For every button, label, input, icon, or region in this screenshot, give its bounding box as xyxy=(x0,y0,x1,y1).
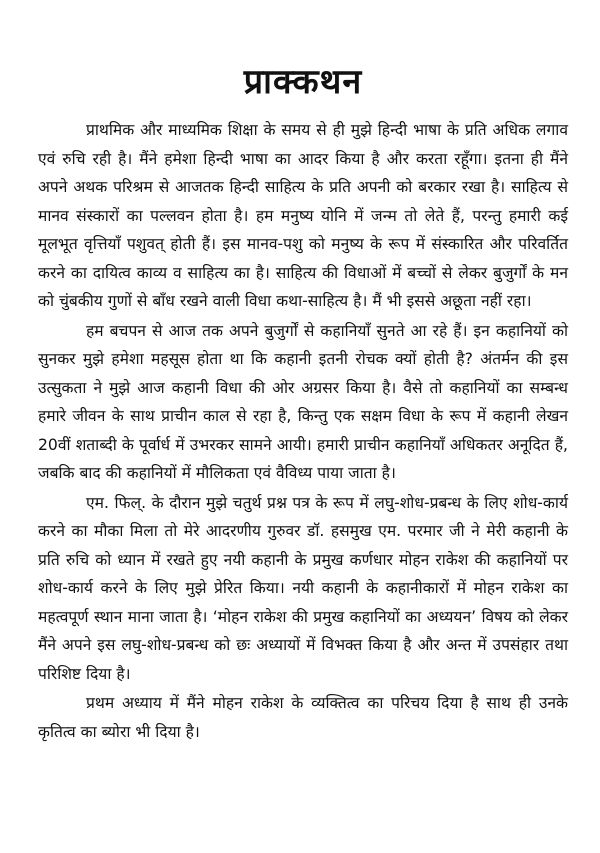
paragraph-3: एम. फिल्. के दौरान मुझे चतुर्थ प्रश्न पत्र के रूप में लघु-शोध-प्रबन्ध के लिए शोध-कार्य करने का मौका मिला तो मेरे आदरणीय गुरुवर डॉ. हसमुख एम. परमार जी ने मेरी कहानी के प्रति रुचि को ध्यान में रखते हुए नयी कहानी के प्रमुख कर्णधार मोहन राकेश की कहानियों पर शोध-कार्य करने के लिए मुझे प्रेरित किया। नयी कहानी के कहानीकारों में मोहन राकेश का महत्वपूर्ण स्थान माना जाता है। ‘मोहन राकेश की प्रमुख कहानियों का अध्ययन’ विषय को लेकर मैंने अपने इस लघु-शोध-प्रबन्ध को छः अध्यायों में विभक्त किया है और अन्त में उपसंहार तथा परिशिष्ट दिया है। xyxy=(38,493,568,683)
paragraph-1: प्राथमिक और माध्यमिक शिक्षा के समय से ही मुझे हिन्दी भाषा के प्रति अधिक लगाव एवं रुचि रही है। मैंने हमेशा हिन्दी भाषा का आदर किया है और करता रहूँगा। इतना ही मैंने अपने अथक परिश्रम से आजतक हिन्दी साहित्य के प्रति अपनी को बरकार रखा है। साहित्य से मानव संस्कारों का पल्लवन होता है। हम मनुष्य योनि में जन्म तो लेते हैं, परन्तु हमारी कई मूलभूत वृत्तियाँ पशुवत् होती हैं। इस मानव-पशु को मनुष्य के रूप में संस्कारित और परिवर्तित करने का दायित्व काव्य व साहित्य का है। साहित्य की विधाओं में बच्चों से लेकर बुजुर्गों के मन को चुंबकीय गुणों से बाँध रखने वाली विधा कथा-साहित्य है। मैं भी इससे अछूता नहीं रहा। xyxy=(38,121,568,310)
page-title: प्राक्कथन xyxy=(243,62,363,102)
document-page xyxy=(38,58,568,747)
paragraph-4: प्रथम अध्याय में मैंने मोहन राकेश के व्यक्तित्व का परिचय दिया है साथ ही उनके कृतित्व का ब्योरा भी दिया है। xyxy=(38,694,568,741)
paragraph-2: हम बचपन से आज तक अपने बुजुर्गों से कहानियाँ सुनते आ रहे हैं। इन कहानियों को सुनकर मुझे हमेशा महसूस होता था कि कहानी इतनी रोचक क्यों होती है? अंतर्मन की इस उत्सुकता ने मुझे आज कहानी विधा की ओर अग्रसर किया है। वैसे तो कहानियों का सम्बन्ध हमारे जीवन के साथ प्राचीन काल से रहा है, किन्तु एक सक्षम विधा के रूप में कहानी लेखन 20वीं शताब्दी के पूर्वार्ध में उभरकर सामने आयी। हमारी प्राचीन कहानियाँ अधिकतर अनूदित हैं, जबकि बाद की कहानियों में मौलिकता एवं वैविध्य पाया जाता है। xyxy=(38,321,568,482)
